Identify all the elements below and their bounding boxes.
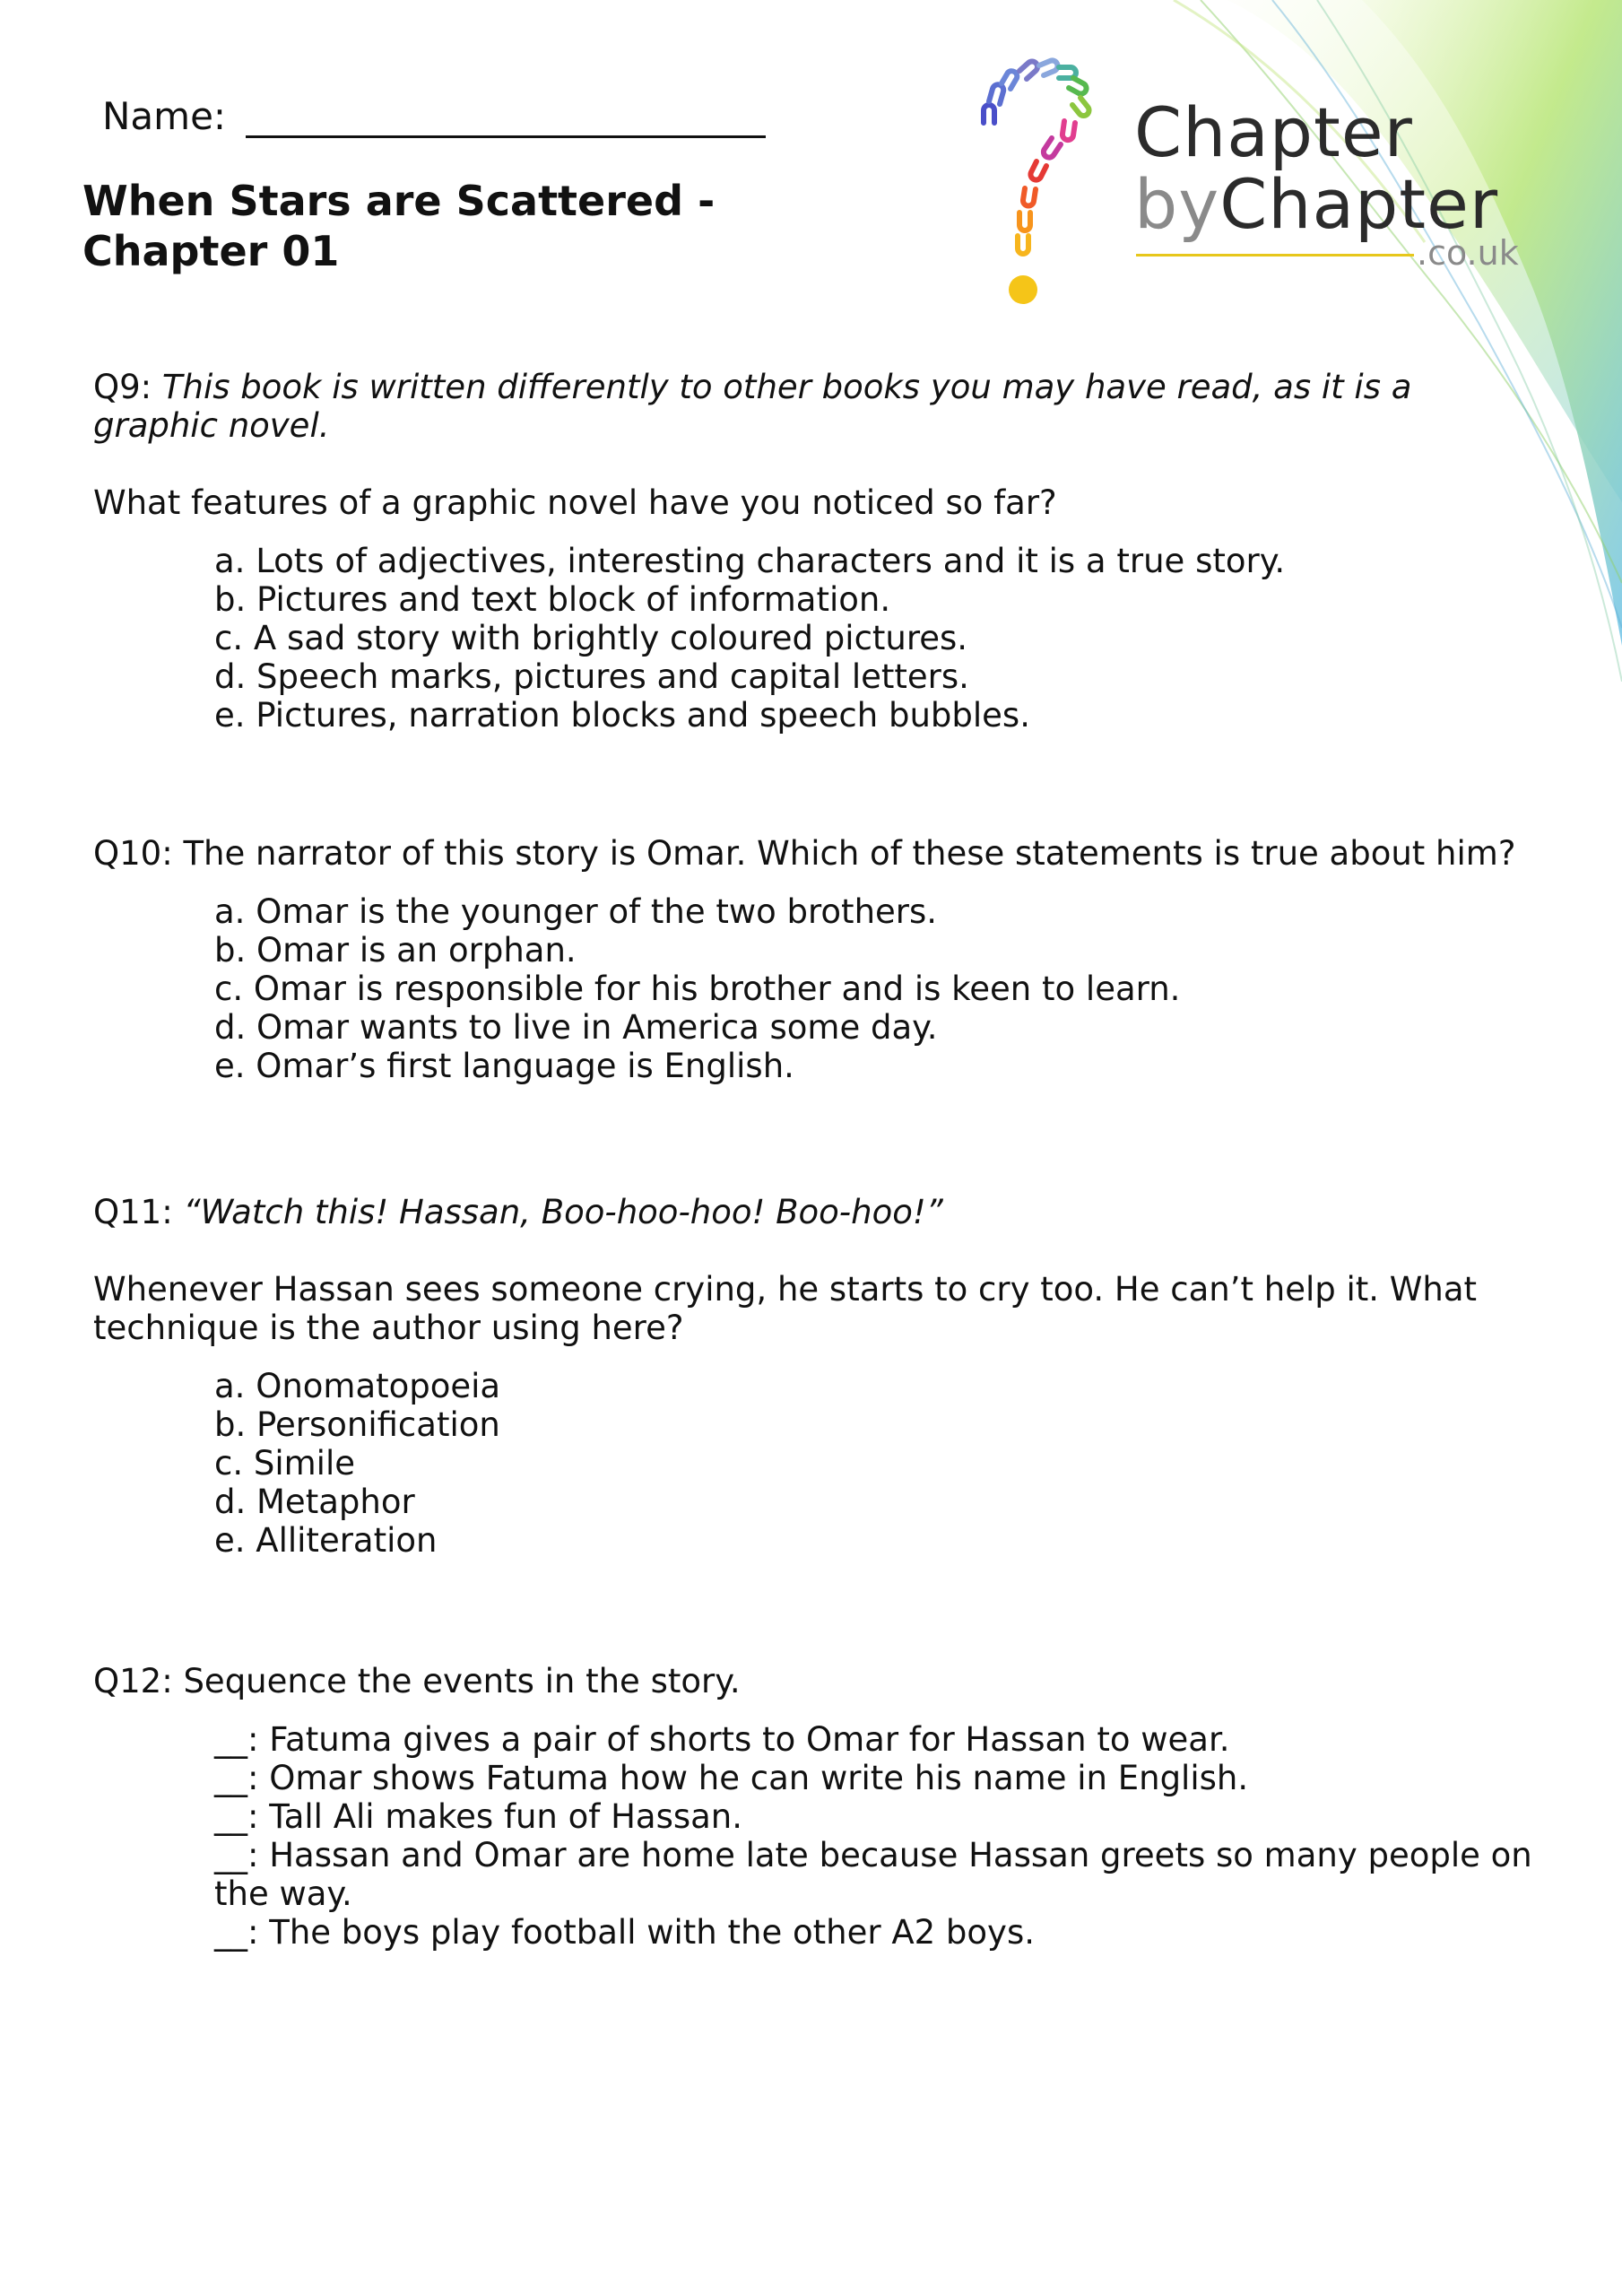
q10-text: The narrator of this story is Omar. Which of these statements is true about him?: [183, 834, 1516, 873]
q11-option-d[interactable]: d. Metaphor: [214, 1483, 415, 1521]
q9-option-b[interactable]: b. Pictures and text block of information.: [214, 580, 891, 619]
q11-question: Whenever Hassan sees someone crying, he starts to cry too. He can’t help it. What technique is the author using here?: [93, 1270, 1478, 1347]
name-label: Name:: [102, 94, 227, 138]
q10-label: Q10:: [93, 834, 173, 873]
q12-event-2[interactable]: __: Omar shows Fatuma how he can write his name in English.: [214, 1759, 1249, 1797]
q12-question: [93, 1662, 1546, 1700]
q10-option-e[interactable]: e. Omar’s first language is English.: [214, 1047, 794, 1085]
title-line-1: When Stars are Scattered -: [82, 177, 716, 225]
logo-wordmark-by: by: [1134, 164, 1220, 244]
q10-question: [93, 834, 1546, 873]
q12-event-5[interactable]: __: The boys play football with the other A2 boys.: [214, 1913, 1035, 1952]
chapter-by-chapter-logo: [964, 49, 1538, 318]
q12-sequence-items: [93, 1720, 1546, 1952]
q9-context-italic: This book is written differently to other books you may have read, as it is a graphic novel.: [93, 368, 1412, 445]
logo-underline: [1136, 254, 1414, 257]
q12-event-4[interactable]: __: Hassan and Omar are home late because Hassan greets so many people on the way.: [214, 1836, 1532, 1913]
q11-quote-italic: “Watch this! Hassan, Boo-hoo-hoo! Boo-hoo!”: [183, 1193, 943, 1231]
question-q9: [93, 368, 1546, 735]
q10-options: [93, 892, 1546, 1085]
q12-event-3[interactable]: __: Tall Ali makes fun of Hassan.: [214, 1797, 743, 1836]
q12-text: Sequence the events in the story.: [183, 1662, 741, 1700]
question-q10: [93, 834, 1546, 1085]
worksheet-title: [82, 176, 800, 276]
name-field-row: [102, 94, 766, 138]
q11-option-e[interactable]: e. Alliteration: [214, 1521, 438, 1560]
logo-domain-suffix: .co.uk: [1417, 233, 1519, 273]
q9-options: [93, 542, 1546, 735]
q12-event-1[interactable]: __: Fatuma gives a pair of shorts to Omar for Hassan to wear.: [214, 1720, 1230, 1759]
name-write-line[interactable]: [246, 96, 766, 138]
q9-intro: [93, 368, 1546, 445]
q9-option-c[interactable]: c. A sad story with brightly coloured pictures.: [214, 619, 968, 657]
q10-option-a[interactable]: a. Omar is the younger of the two brothers.: [214, 892, 938, 931]
logo-wordmark-bychapter: [1134, 164, 1499, 244]
book-arch-icon: [964, 49, 1125, 318]
q11-option-b[interactable]: b. Personification: [214, 1405, 500, 1444]
question-q11: [93, 1193, 1546, 1560]
q9-option-a[interactable]: a. Lots of adjectives, interesting characters and it is a true story.: [214, 542, 1286, 580]
q9-question: What features of a graphic novel have you noticed so far?: [93, 483, 1057, 522]
q11-option-a[interactable]: a. Onomatopoeia: [214, 1367, 501, 1405]
q9-option-d[interactable]: d. Speech marks, pictures and capital letters.: [214, 657, 969, 696]
q11-intro: [93, 1193, 1546, 1231]
q10-option-d[interactable]: d. Omar wants to live in America some day.: [214, 1008, 938, 1047]
logo-wordmark-chapter-2: Chapter: [1219, 164, 1499, 244]
q11-options: [93, 1367, 1546, 1560]
q10-option-c[interactable]: c. Omar is responsible for his brother and is keen to learn.: [214, 970, 1181, 1008]
logo-wordmark-chapter: Chapter: [1134, 92, 1413, 172]
q9-label: Q9:: [93, 368, 152, 406]
title-line-2: Chapter 01: [82, 227, 340, 275]
q10-option-b[interactable]: b. Omar is an orphan.: [214, 931, 577, 970]
q12-label: Q12:: [93, 1662, 173, 1700]
q11-label: Q11:: [93, 1193, 173, 1231]
q9-option-e[interactable]: e. Pictures, narration blocks and speech bubbles.: [214, 696, 1030, 735]
question-q12: [93, 1662, 1546, 1952]
q11-option-c[interactable]: c. Simile: [214, 1444, 355, 1483]
